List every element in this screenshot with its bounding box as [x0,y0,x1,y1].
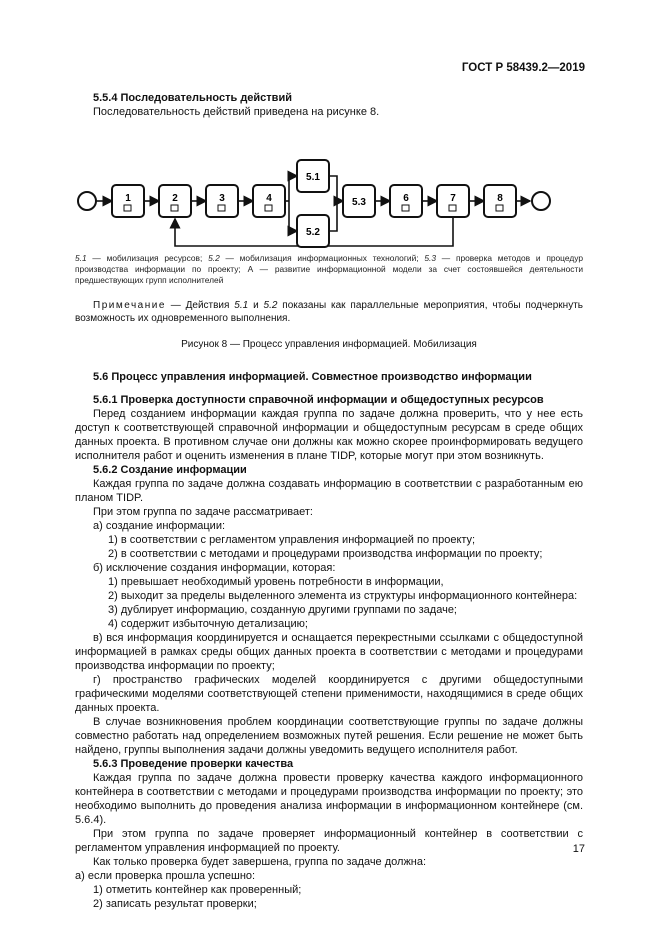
step-label-5-1: 5.1 [306,172,320,183]
connector [329,176,337,201]
section-5-6-title: 5.6 Процесс управления информацией. Совместное производство информации [93,371,532,383]
start-node [78,192,96,210]
section-5-6-3-para-2: При этом группа по задаче проверяет информационный контейнер в соответствии с регламентом управления информацией по проекту. [75,828,583,854]
section-5-6-3-para-3: Как только проверка будет завершена, группа по задаче должна: [93,856,427,868]
legend-term: 5.2 [208,253,220,263]
step-label-3: 3 [219,193,225,204]
step-box-3 [206,185,238,217]
connector [289,201,297,231]
legend-term: 5.3 [424,253,437,263]
process-diagram [75,131,583,253]
section-5-6-3-title: 5.6.3 Проведение проверки качества [93,758,294,770]
section-5-5-4-title: 5.5.4 Последовательность действий [93,92,292,104]
legend-desc: — мобилизация информационных технологий; [219,253,425,263]
section-5-6-1-title: 5.6.1 Проверка доступности справочной информации и общедоступных ресурсов [93,394,544,406]
step-box-7 [437,185,469,217]
note-label: Примечание [93,300,166,311]
figure-caption: Рисунок 8 — Процесс управления информацией. Мобилизация [181,339,477,350]
connector [289,176,297,201]
list-item: 1) в соответствии с регламентом управления информацией по проекту; [108,534,476,546]
end-node [532,192,550,210]
list-item: г) пространство графических моделей координируется с другими общедоступными графическими моделями соответствующей степени применимости, находящимися в среде общих данных проекта. [75,674,583,714]
list-item: б) исключение создания информации, которая: [93,562,336,574]
step-label-8: 8 [497,193,503,204]
step-box-5-3 [343,185,375,217]
note-ref: 5.2 [263,300,278,311]
figure-legend [75,253,583,286]
connector [329,201,337,231]
list-item: а) если проверка прошла успешно: [75,870,256,882]
list-item: 1) превышает необходимый уровень потребности в информации, [108,576,444,588]
process-diagram-svg [75,131,583,253]
list-item: 2) записать результат проверки; [93,898,257,910]
list-item: 3) дублирует информацию, созданную другими группами по задаче; [108,604,457,616]
step-label-6: 6 [403,193,409,204]
section-5-6-3-para-1: Каждая группа по задаче должна провести проверку качества каждого информационного контейнера в соответствии с методами и процедурами производства информации по проекту; это необходимо выполнить до проведения анализа информации в информационном контейнере (см. 5.6.4). [75,772,583,826]
legend-desc: — мобилизация ресурсов; [86,253,209,263]
section-5-6-2-title: 5.6.2 Создание информации [93,464,247,476]
step-label-5-3: 5.3 [352,197,366,208]
list-item: 4) содержит избыточную детализацию; [108,618,308,630]
legend-desc: — проверка методов и процедур производства информации по проекту; A — развитие информационной модели за счет состоявшейся деятельности предшествующих групп исполнителей [75,253,583,285]
section-5-6-2-para-1: Каждая группа по задаче должна создавать информацию в соответствии с разработанным ею планом TIDP. [75,478,583,504]
step-box-5-1 [297,160,329,192]
list-item: 2) выходит за пределы выделенного элемента из структуры информационного контейнера: [108,590,578,602]
section-5-5-4-text: Последовательность действий приведена на рисунке 8. [93,106,380,118]
step-box-1 [112,185,144,217]
step-box-4 [253,185,285,217]
legend-term: 5.1 [75,253,87,263]
step-label-5-2: 5.2 [306,227,320,238]
step-box-8 [484,185,516,217]
step-label-7: 7 [450,193,456,204]
section-5-6-2-para-2: При этом группа по задаче рассматривает: [93,506,313,518]
list-item: 2) в соответствии с методами и процедурами производства информации по проекту; [108,548,543,560]
figure-note [75,299,583,325]
note-text: — Действия [165,300,235,311]
list-item: а) создание информации: [93,520,226,532]
step-box-6 [390,185,422,217]
step-label-2: 2 [172,193,178,204]
note-ref: 5.1 [234,300,249,311]
note-text: показаны как параллельные мероприятия, чтобы подчеркнуть возможность их одновременного выполнения. [75,300,583,324]
section-5-6-1-text: Перед созданием информации каждая группа по задаче должна проверить, что у нее есть доступ к соответствующей справочной информации и общедоступным ресурсам в среде общих данных проекта. В противном случае они должны как можно скорее проинформировать ведущего исполнителя работ и оценить изменения в плане TIDP, которые могут при этом возникнуть. [75,408,583,462]
step-box-2 [159,185,191,217]
page-content [75,91,583,911]
page-number: 17 [572,843,585,855]
step-label-4: 4 [266,193,272,204]
section-5-6-2-para-3: В случае возникновения проблем координации соответствующие группы по задаче должны совместно работать над определением возможных путей решения. Если решение не может быть найдено, группы выполнения задачи должны уведомить ведущего исполнителя работ. [75,716,583,756]
note-text: и [248,300,264,311]
list-item: 1) отметить контейнер как проверенный; [93,884,302,896]
list-item: в) вся информация координируется и оснащается перекрестными ссылками с общедоступной информацией в рамках среды общих данных проекта в соответствии с методами и процедурами производства информации по проекту; [75,632,583,672]
document-id: ГОСТ Р 58439.2—2019 [461,62,585,74]
step-box-5-2 [297,215,329,247]
step-label-1: 1 [125,193,131,204]
